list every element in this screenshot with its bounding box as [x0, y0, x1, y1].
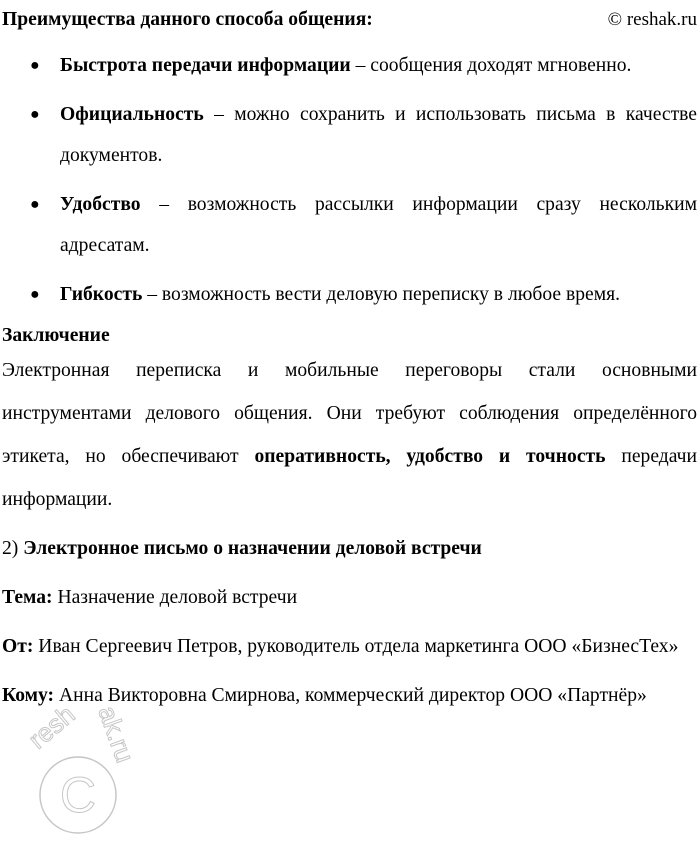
bullet-icon: ● [30, 106, 40, 123]
bullet-icon: ● [30, 196, 40, 213]
copyright-text: © reshak.ru [607, 9, 697, 30]
conclusion-paragraph [2, 349, 697, 521]
header [2, 8, 697, 32]
term: Быстрота передачи информации [60, 55, 351, 76]
value: Анна Викторовна Смирнова, коммерческий директор ООО «Партнёр» [54, 685, 647, 706]
description: – возможность вести деловую переписку в любое время. [142, 284, 621, 305]
letter-to [2, 674, 697, 717]
bold-text: оперативность, удобство и точность [254, 446, 606, 467]
letter-from [2, 625, 697, 668]
conclusion-heading: Заключение [2, 325, 110, 346]
section-title: Преимущества данного способа общения: [2, 9, 373, 30]
document-page [2, 0, 697, 717]
task-title: Электронное письмо о назначении деловой встречи [23, 538, 482, 559]
svg-text:resh: resh [22, 699, 81, 755]
svg-text:C: C [59, 767, 97, 823]
task-heading [2, 527, 697, 570]
term: Гибкость [60, 284, 143, 305]
list-item [2, 45, 697, 86]
bullet-icon: ● [30, 57, 40, 74]
description: – можно сохранить и использовать письма в качестве документов. [60, 104, 697, 166]
text: Электронная переписка и мобильные переговоры стали основными инструментами делового общения. Они требуют соблюдения определённого этикета, но обеспечивают [2, 360, 697, 467]
text: передачи информации. [2, 446, 697, 510]
list-item [2, 94, 697, 176]
label: Тема: [2, 587, 53, 608]
bullet-icon: ● [30, 286, 40, 303]
description: – возможность рассылки информации сразу нескольким адресатам. [60, 194, 697, 256]
term: Удобство [60, 194, 141, 215]
label: От: [2, 636, 34, 657]
value: Иван Сергеевич Петров, руководитель отдела маркетинга ООО «БизнесТех» [33, 636, 679, 657]
task-number: 2) [2, 538, 24, 559]
advantages-list [2, 45, 697, 315]
description: – сообщения доходят мгновенно. [350, 55, 632, 76]
list-item [2, 184, 697, 266]
list-item [2, 274, 697, 315]
svg-text:ak.ru: ak.ru [92, 701, 141, 767]
value: Назначение деловой встречи [52, 587, 298, 608]
letter-subject [2, 576, 697, 619]
term: Официальность [60, 104, 204, 125]
label: Кому: [2, 685, 55, 706]
